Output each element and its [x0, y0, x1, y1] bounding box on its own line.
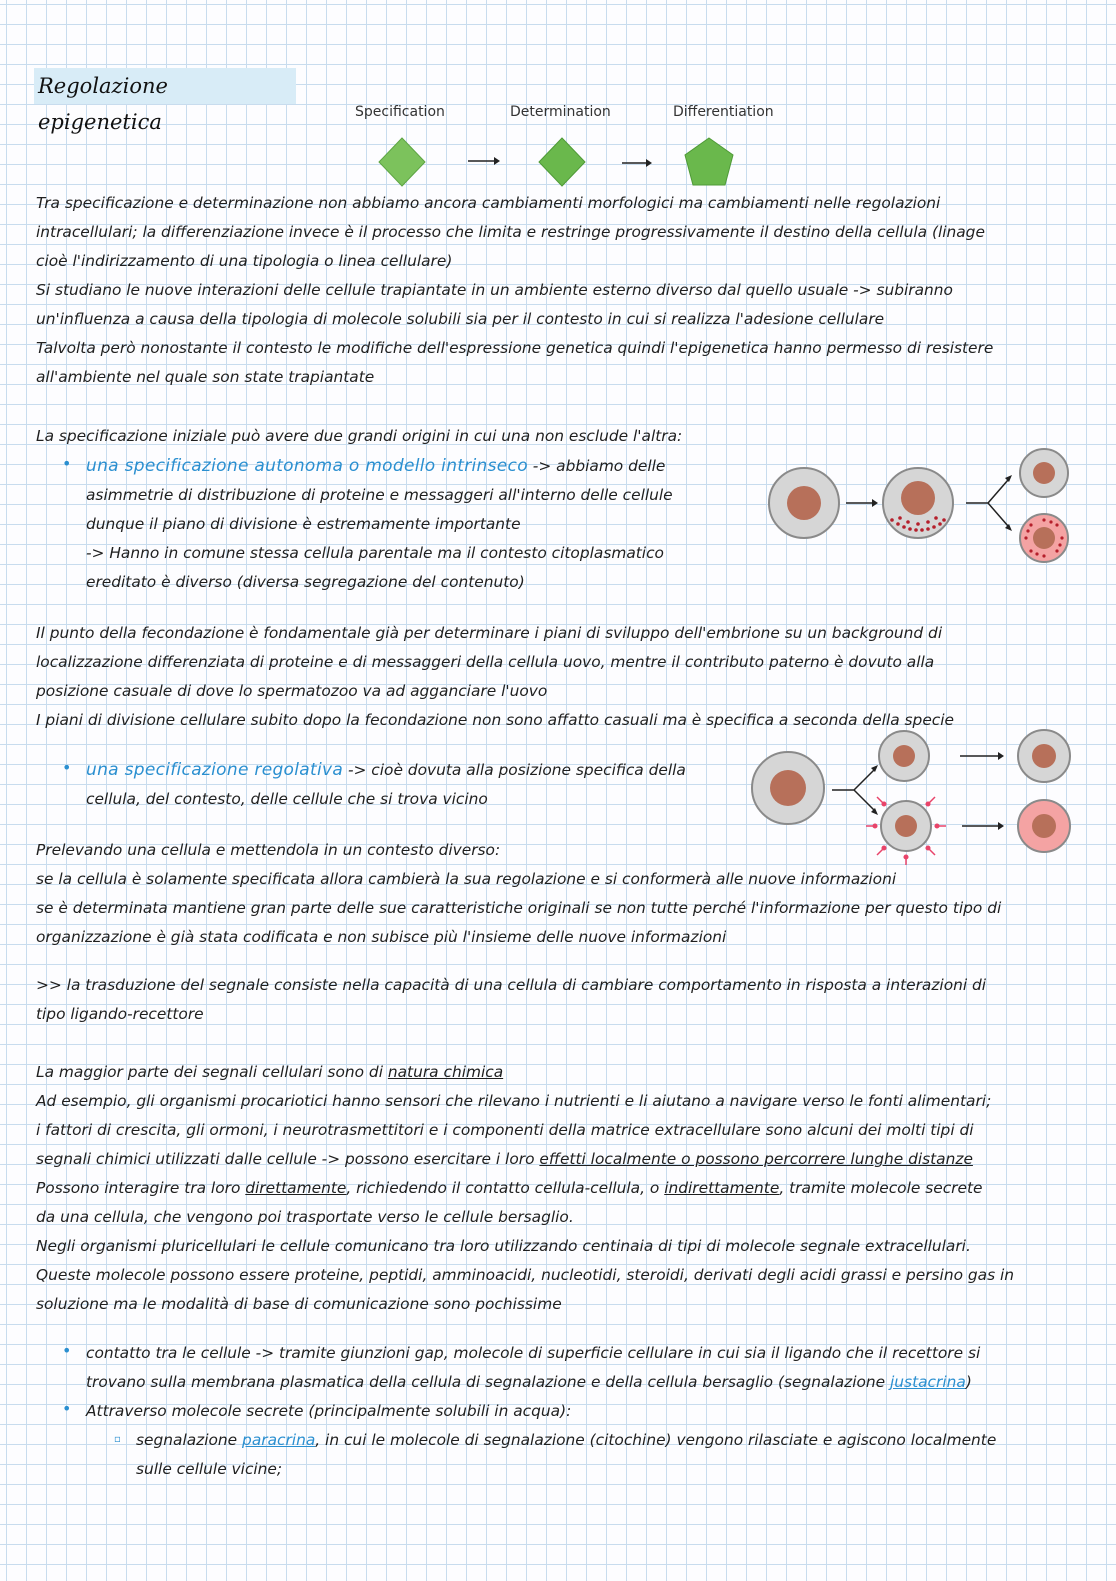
text-line: da una cellula, che vengono poi trasportate verso le cellule bersaglio.: [36, 1208, 574, 1226]
text-span: La maggior parte dei segnali cellulari sono di: [36, 1063, 388, 1081]
text-span: -> abbiamo delle: [527, 457, 666, 475]
text-line: I piani di divisione cellulare subito dopo la fecondazione non sono affatto casuali ma è specifica a seconda della specie: [36, 711, 955, 729]
text-line: un'influenza a causa della tipologia di molecole solubili sia per il contesto in cui si realizza l'adesione cellulare: [36, 310, 885, 328]
underlined-term: natura chimica: [387, 1063, 504, 1081]
text-line: Il punto della fecondazione è fondamentale già per determinare i piani di sviluppo dell'embrione su un background di: [36, 624, 943, 642]
bullet-dot: •: [62, 454, 72, 473]
stage-determination-label: Determination: [510, 104, 611, 120]
text-line: Negli organismi pluricellulari le cellule comunicano tra loro utilizzando centinaia di tipi di molecole segnale extracellulari.: [36, 1237, 971, 1255]
text-line: asimmetrie di distribuzione di proteine e messaggeri all'interno delle cellule: [86, 486, 673, 504]
text-span: segnali chimici utilizzati dalle cellule -> possono esercitare i loro: [36, 1150, 540, 1168]
text-line: cellula, del contesto, delle cellule che si trova vicino: [86, 790, 488, 808]
autonomous-specification-figure: [760, 440, 1090, 570]
bullet-regolativa: [36, 756, 686, 814]
text-line: se è determinata mantiene gran parte delle sue caratteristiche originali se non tutte perché l'informazione per questo tipo di: [36, 899, 1002, 917]
bullet-dot: •: [62, 1341, 72, 1360]
underlined-term: effetti localmente o possono percorrere lunghe distanze: [539, 1150, 973, 1168]
text-line: all'ambiente nel quale son state trapiantate: [36, 368, 375, 386]
text-line: La specificazione iniziale può avere due grandi origini in cui una non esclude l'altra:: [36, 427, 683, 445]
paragraph-trasduzione: [36, 971, 986, 1029]
text-line: cioè l'indirizzamento di una tipologia o linea cellulare): [36, 252, 453, 270]
text-line: Prelevando una cellula e mettendola in un contesto diverso:: [36, 841, 501, 859]
specification-intro: [36, 422, 682, 451]
text-span: , in cui le molecole di segnalazione (citochine) vengono rilasciate e agiscono localmente: [315, 1431, 997, 1449]
specification-shape: [379, 138, 425, 186]
text-line: Queste molecole possono essere proteine, peptidi, amminoacidi, nucleotidi, steroidi, derivati degli acidi grassi e persino gas in: [36, 1266, 1015, 1284]
bullet-dot: •: [62, 758, 72, 777]
page-title: Regolazione epigenetica: [34, 68, 296, 104]
bullet-dot: •: [62, 1399, 72, 1418]
text-span: , richiedendo il contatto cellula-cellula, o: [346, 1179, 665, 1197]
link-paracrina[interactable]: paracrina: [242, 1431, 316, 1449]
determination-shape: [539, 138, 585, 186]
text-line: dunque il piano di divisione è estremamente importante: [86, 515, 521, 533]
text-line: localizzazione differenziata di proteine e di messaggeri della cellula uovo, mentre il contributo paterno è dovuto alla: [36, 653, 935, 671]
stages-diagram: [340, 100, 780, 190]
text-line: Si studiano le nuove interazioni delle cellule trapiantate in un ambiente esterno diverso dal quello usuale -> subiranno: [36, 281, 953, 299]
stages-graphic: [340, 100, 780, 190]
text-line: posizione casuale di dove lo spermatozoo va ad agganciare l'uovo: [36, 682, 548, 700]
text-line: Talvolta però nonostante il contesto le modifiche dell'espressione genetica quindi l'epigenetica hanno permesso di resistere: [36, 339, 994, 357]
text-line: >> la trasduzione del segnale consiste nella capacità di una cellula di cambiare comportamento in risposta a interazioni di: [36, 976, 987, 994]
text-line: i fattori di crescita, gli ormoni, i neurotrasmettitori e i componenti della matrice extracellulare sono alcuni dei molti tipi di: [36, 1121, 974, 1139]
stage-differentiation-label: Differentiation: [673, 104, 774, 120]
paragraph-segnali: [36, 1058, 1014, 1319]
sub-bullet-square: ▫: [114, 1434, 121, 1445]
text-line: organizzazione è già stata codificata e non subisce più l'insieme delle nuove informazioni: [36, 928, 727, 946]
underlined-term: direttamente: [245, 1179, 347, 1197]
text-line: se la cellula è solamente specificata allora cambierà la sua regolazione e si conformerà alle nuove informazioni: [36, 870, 897, 888]
text-span: -> cioè dovuta alla posizione specifica della: [343, 761, 686, 779]
text-span: segnalazione: [136, 1431, 243, 1449]
paragraph-fecondazione: [36, 619, 954, 735]
term-regolativa: una specificazione regolativa: [86, 760, 344, 780]
text-line: sulle cellule vicine;: [136, 1460, 283, 1478]
text-line: intracellulari; la differenziazione invece è il processo che limita e restringe progressivamente il destino della cellula (linage: [36, 223, 985, 241]
link-justacrina[interactable]: justacrina: [890, 1373, 966, 1391]
text-line: contatto tra le cellule -> tramite giunzioni gap, molecole di superficie cellulare in cui sia il ligando che il recettore si: [86, 1344, 981, 1362]
paragraph-intro: [36, 189, 993, 392]
text-line: ereditato è diverso (diversa segregazione del contenuto): [86, 573, 525, 591]
text-line: Attraverso molecole secrete (principalmente solubili in acqua):: [86, 1402, 572, 1420]
paragraph-contesto: [36, 836, 1001, 952]
differentiation-shape: [685, 138, 733, 185]
text-line: soluzione ma le modalità di base di comunicazione sono pochissime: [36, 1295, 562, 1313]
text-span: Possono interagire tra loro: [36, 1179, 246, 1197]
stage-specification-label: Specification: [355, 104, 445, 120]
text-line: -> Hanno in comune stessa cellula parentale ma il contesto citoplasmatico: [86, 544, 664, 562]
term-autonoma: una specificazione autonoma o modello intrinseco: [86, 456, 528, 476]
text-line: tipo ligando-recettore: [36, 1005, 204, 1023]
text-line: Ad esempio, gli organismi procariotici hanno sensori che rilevano i nutrienti e li aiutano a navigare verso le fonti alimentari;: [36, 1092, 992, 1110]
underlined-term: indirettamente: [664, 1179, 780, 1197]
bullet-autonoma: [36, 452, 673, 597]
signal-modes-list: [36, 1339, 996, 1484]
text-span: , tramite molecole secrete: [779, 1179, 983, 1197]
text-line: Tra specificazione e determinazione non abbiamo ancora cambiamenti morfologici ma cambiamenti nelle regolazioni: [36, 194, 941, 212]
text-span: ): [965, 1373, 972, 1391]
text-span: trovano sulla membrana plasmatica della cellula di segnalazione e della cellula bersaglio (segnalazione: [86, 1373, 891, 1391]
